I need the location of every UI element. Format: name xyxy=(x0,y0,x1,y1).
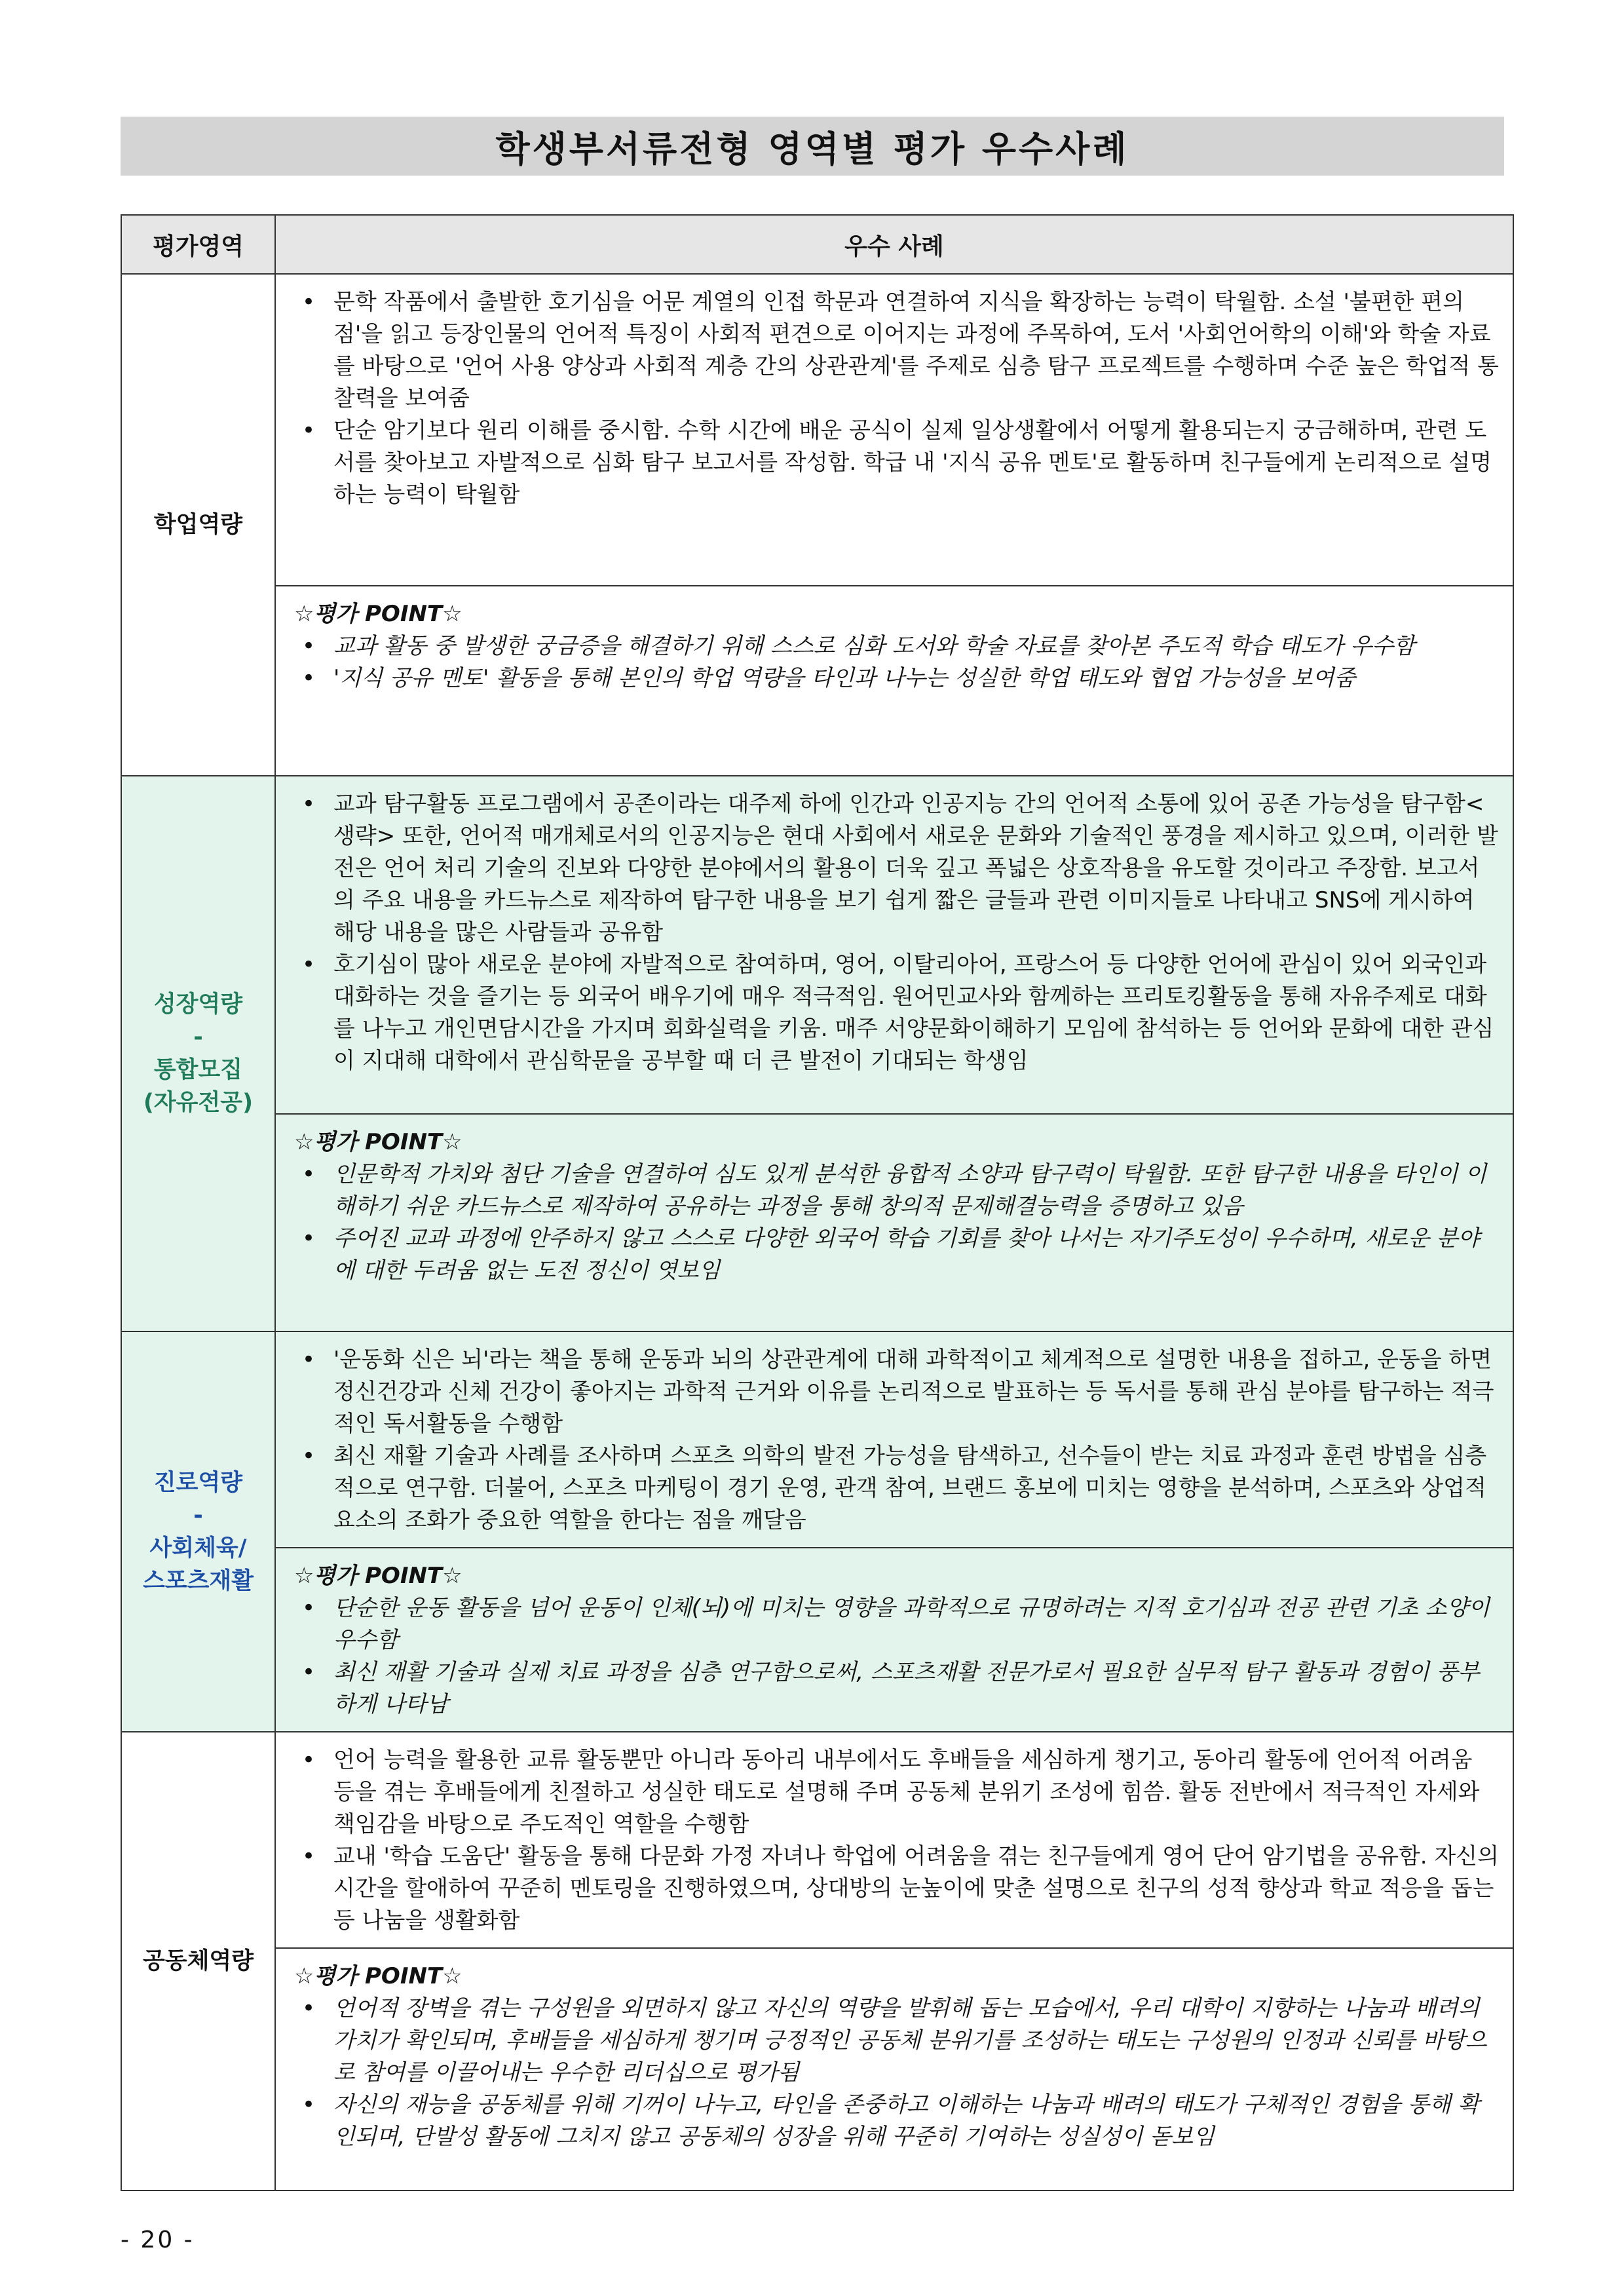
table-header-row xyxy=(121,215,1513,274)
examples-cell xyxy=(275,1732,1513,1948)
point-item: • 최신 재활 기술과 실제 치료 과정을 심층 연구함으로써, 스포츠재활 전문가로서 필요한 실무적 탐구 활동과 경험이 풍부하게 나타남 xyxy=(288,1656,1501,1721)
example-item: • '운동화 신은 뇌'라는 책을 통해 운동과 뇌의 상관관계에 대해 과학적이고 체계적으로 설명한 내용을 접하고, 운동을 하면 정신건강과 신체 건강이 좋아지는 과학적 근거와 이유를 논리적으로 발표하는 등 독서를 통해 관심 분야를 탐구하는 적극적인 독서활동을 수행함 xyxy=(288,1344,1501,1440)
points-cell xyxy=(275,1114,1513,1331)
table-row xyxy=(121,586,1513,776)
area-label-major: 스포츠재활 xyxy=(142,1567,254,1594)
area-cell xyxy=(121,1331,275,1732)
area-label-dash: - xyxy=(193,1502,203,1529)
table-row xyxy=(121,1114,1513,1331)
point-item: • 단순한 운동 활동을 넘어 운동이 인체(뇌)에 미치는 영향을 과학적으로 규명하려는 지적 호기심과 전공 관련 기초 소양이 우수함 xyxy=(288,1592,1501,1656)
table-row xyxy=(121,1732,1513,1948)
points-cell xyxy=(275,1548,1513,1732)
point-item: • '지식 공유 멘토' 활동을 통해 본인의 학업 역량을 타인과 나누는 성실한 학업 태도와 협업 가능성을 보여줌 xyxy=(288,662,1501,695)
example-item: • 최신 재활 기술과 사례를 조사하며 스포츠 의학의 발전 가능성을 탐색하고, 선수들이 받는 치료 과정과 훈련 방법을 심층적으로 연구함. 더불어, 스포츠 마케팅이 경기 운영, 관객 참여, 브랜드 홍보에 미치는 영향을 분석하며, 스포츠와 상업적 요소의 조화가 중요한 역할을 한다는 점을 깨달음 xyxy=(288,1440,1501,1537)
title-bar xyxy=(121,117,1504,176)
area-label: 진로역량 xyxy=(153,1469,243,1496)
examples-cell xyxy=(275,274,1513,586)
example-item: • 문학 작품에서 출발한 호기심을 어문 계열의 인접 학문과 연결하여 지식을 확장하는 능력이 탁월함. 소설 '불편한 편의점'을 읽고 등장인물의 언어적 특징이 사회적 편견으로 이어지는 과정에 주목하여, 도서 '사회언어학의 이해'와 학술 자료를 바탕으로 '언어 사용 양상과 사회적 계층 간의 상관관계'를 주제로 심층 탐구 프로젝트를 수행하며 수준 높은 학업적 통찰력을 보여줌 xyxy=(288,286,1501,415)
example-item: • 단순 암기보다 원리 이해를 중시함. 수학 시간에 배운 공식이 실제 일상생활에서 어떻게 활용되는지 궁금해하며, 관련 도서를 찾아보고 자발적으로 심화 탐구 보고서를 작성함. 학급 내 '지식 공유 멘토'로 활동하며 친구들에게 논리적으로 설명하는 능력이 탁월함 xyxy=(288,415,1501,511)
table-row xyxy=(121,1948,1513,2191)
area-cell xyxy=(121,274,275,776)
point-title: ☆평가 POINT☆ xyxy=(294,601,463,627)
point-title: ☆평가 POINT☆ xyxy=(294,1129,463,1155)
area-label: 학업역량 xyxy=(153,512,243,538)
table-row xyxy=(121,1548,1513,1732)
evaluation-table xyxy=(121,214,1514,2191)
example-item: • 교과 탐구활동 프로그램에서 공존이라는 대주제 하에 인간과 인공지능 간의 언어적 소통에 있어 공존 가능성을 탐구함<생략> 또한, 언어적 매개체로서의 인공지능은 현대 사회에서 새로운 문화와 기술적인 풍경을 제시하고 있으며, 이러한 발전은 언어 처리 기술의 진보와 다양한 분야에서의 활용이 더욱 깊고 폭넓은 상호작용을 유도할 것이라고 주장함. 보고서의 주요 내용을 카드뉴스로 제작하여 탐구한 내용을 보기 쉽게 짧은 글들과 관련 이미지들로 나타내고 SNS에 게시하여 해당 내용을 많은 사람들과 공유함 xyxy=(288,788,1501,949)
example-item: • 교내 '학습 도움단' 활동을 통해 다문화 가정 자녀나 학업에 어려움을 겪는 친구들에게 영어 단어 암기법을 공유함. 자신의 시간을 할애하여 꾸준히 멘토링을 진행하였으며, 상대방의 눈높이에 맞춘 설명으로 친구의 성적 향상과 학교 적응을 돕는 등 나눔을 생활화함 xyxy=(288,1841,1501,1937)
header-examples: 우수 사례 xyxy=(275,215,1513,274)
table-row xyxy=(121,1331,1513,1548)
page-title: 학생부서류전형 영역별 평가 우수사례 xyxy=(495,128,1129,170)
point-item: • 자신의 재능을 공동체를 위해 기꺼이 나누고, 타인을 존중하고 이해하는 나눔과 배려의 태도가 구체적인 경험을 통해 확인되며, 단발성 활동에 그치지 않고 공동체의 성장을 위해 꾸준히 기여하는 성실성이 돋보임 xyxy=(288,2089,1501,2153)
area-label: 성장역량 xyxy=(153,991,243,1018)
point-item: • 교과 활동 중 발생한 궁금증을 해결하기 위해 스스로 심화 도서와 학술 자료를 찾아본 주도적 학습 태도가 우수함 xyxy=(288,630,1501,662)
area-label-major: (자유전공) xyxy=(143,1090,254,1116)
area-label-program: 사회체육/ xyxy=(149,1535,247,1561)
area-label-dash: - xyxy=(193,1024,203,1050)
page-number: - 20 - xyxy=(121,2227,195,2253)
point-item: • 주어진 교과 과정에 안주하지 않고 스스로 다양한 외국어 학습 기회를 찾아 나서는 자기주도성이 우수하며, 새로운 분야에 대한 두려움 없는 도전 정신이 엿보임 xyxy=(288,1223,1501,1287)
area-label: 공동체역량 xyxy=(142,1948,254,1974)
header-area: 평가영역 xyxy=(121,215,275,274)
table-row xyxy=(121,274,1513,586)
area-label-program: 통합모집 xyxy=(153,1057,243,1083)
examples-cell xyxy=(275,776,1513,1114)
point-title: ☆평가 POINT☆ xyxy=(294,1563,463,1589)
point-title: ☆평가 POINT☆ xyxy=(294,1963,463,1989)
points-cell xyxy=(275,1948,1513,2191)
table-row xyxy=(121,776,1513,1114)
example-item: • 호기심이 많아 새로운 분야에 자발적으로 참여하며, 영어, 이탈리아어, 프랑스어 등 다양한 언어에 관심이 있어 외국인과 대화하는 것을 즐기는 등 외국어 배우기에 매우 적극적임. 원어민교사와 함께하는 프리토킹활동을 통해 자유주제로 대화를 나누고 개인면담시간을 가지며 회화실력을 키움. 매주 서양문화이해하기 모임에 참석하는 등 언어와 문화에 대한 관심이 지대해 대학에서 관심학문을 공부할 때 더 큰 발전이 기대되는 학생임 xyxy=(288,949,1501,1077)
point-item: • 언어적 장벽을 겪는 구성원을 외면하지 않고 자신의 역량을 발휘해 돕는 모습에서, 우리 대학이 지향하는 나눔과 배려의 가치가 확인되며, 후배들을 세심하게 챙기며 긍정적인 공동체 분위기를 조성하는 태도는 구성원의 인정과 신뢰를 바탕으로 참여를 이끌어내는 우수한 리더십으로 평가됨 xyxy=(288,1993,1501,2089)
point-item: • 인문학적 가치와 첨단 기술을 연결하여 심도 있게 분석한 융합적 소양과 탐구력이 탁월함. 또한 탐구한 내용을 타인이 이해하기 쉬운 카드뉴스로 제작하여 공유하는 과정을 통해 창의적 문제해결능력을 증명하고 있음 xyxy=(288,1158,1501,1223)
area-cell xyxy=(121,1732,275,2191)
area-cell xyxy=(121,776,275,1331)
example-item: • 언어 능력을 활용한 교류 활동뿐만 아니라 동아리 내부에서도 후배들을 세심하게 챙기고, 동아리 활동에 언어적 어려움 등을 겪는 후배들에게 친절하고 성실한 태도로 설명해 주며 공동체 분위기 조성에 힘씀. 활동 전반에서 적극적인 자세와 책임감을 바탕으로 주도적인 역할을 수행함 xyxy=(288,1744,1501,1841)
points-cell xyxy=(275,586,1513,776)
examples-cell xyxy=(275,1331,1513,1548)
